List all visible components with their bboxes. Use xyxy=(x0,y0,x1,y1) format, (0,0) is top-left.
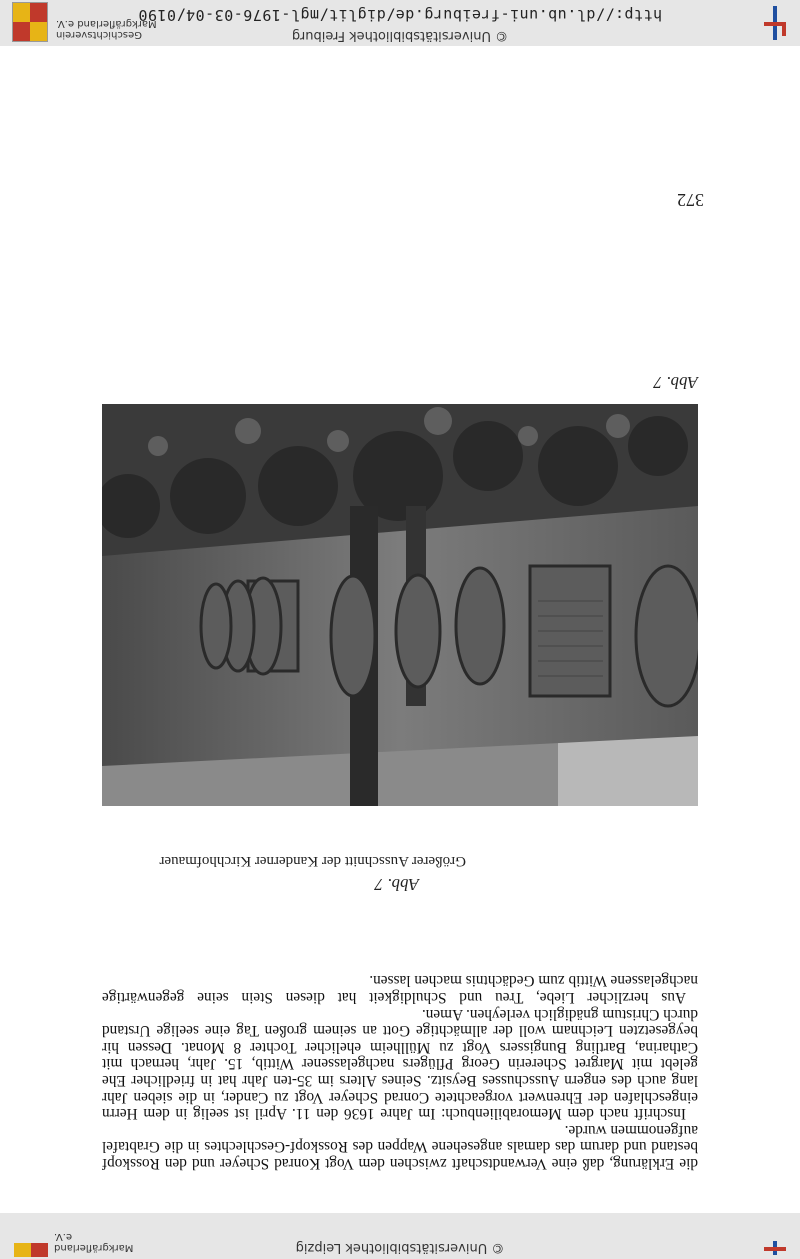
digitization-header xyxy=(0,0,800,46)
figure-label-upper: Abb. 7 xyxy=(653,373,698,392)
paragraph-dedication: Aus herzlicher Liebe, Treu und Schuldigkeit hat diesen Stein seine gegenwärtige nachgelassene Wittib zum Gedächtnis machen lassen. xyxy=(102,972,698,1007)
footer-coat-of-arms-icon xyxy=(14,1243,48,1257)
footer-library-logo-icon xyxy=(760,1241,790,1255)
paragraph-intro: die Erklärung, daß eine Verwandtschaft zwischen dem Vogt Konrad Scheyer und den Rosskopf bestand und darum das damals angesehene Wappen des Rosskopf-Geschlechtes in die Grabtafel aufgenommen wurde. xyxy=(102,1121,698,1172)
page-number: 372 xyxy=(677,190,704,210)
coat-of-arms-icon xyxy=(12,2,48,42)
photo-illustration xyxy=(102,404,698,806)
figure-label-lower: Abb. 7 xyxy=(374,875,419,894)
library-logo-icon xyxy=(760,6,790,40)
footer-society: Markgräflerland e.V. xyxy=(54,1231,134,1253)
paragraph-inscription: Inschrift nach dem Memorabilienbuch: Im Jahre 1636 den 11. April ist seelig in dem Herrn eingeschlafen der Ehrenwert vorgeachtete Conrad Scheyer Vogt zu Cander, in die sieben Jahr lang auch des engern Ausschusses Beysitz. Seines Alters im 35-ten Jahr hat in friedlicher Ehe gelebt mit Margret Schererin Georg Pflügers nachgelassener Wittib, 15. Jahr, hernach mit Catharina, Bartling Bungissers Vogt zu Müllheim ehelicher Tochter 8 Monat. Dessen hir beygesetzten Leichnam woll der allmächtige Gott an seinem großen Tag eine seelige Urstand durch Christum gnädiglich verleyhen. Amen. xyxy=(102,1005,698,1123)
body-text xyxy=(102,972,698,1171)
society-name: Geschichtsverein Markgräflerland e.V. xyxy=(56,18,157,40)
figure-caption: Größerer Ausschnitt der Kanderner Kirchhofmauer xyxy=(159,853,466,869)
source-url[interactable]: http://dl.ub.uni-freiburg.de/diglit/mgl-1976-03-04/0190 xyxy=(137,6,663,24)
photo-kirchhofmauer xyxy=(102,404,698,806)
digitization-footer xyxy=(0,1213,800,1259)
library-credit: © Universitätsbibliothek Freiburg xyxy=(291,28,509,43)
footer-credit: © Universitätsbibliothek Leipzig xyxy=(295,1240,505,1255)
